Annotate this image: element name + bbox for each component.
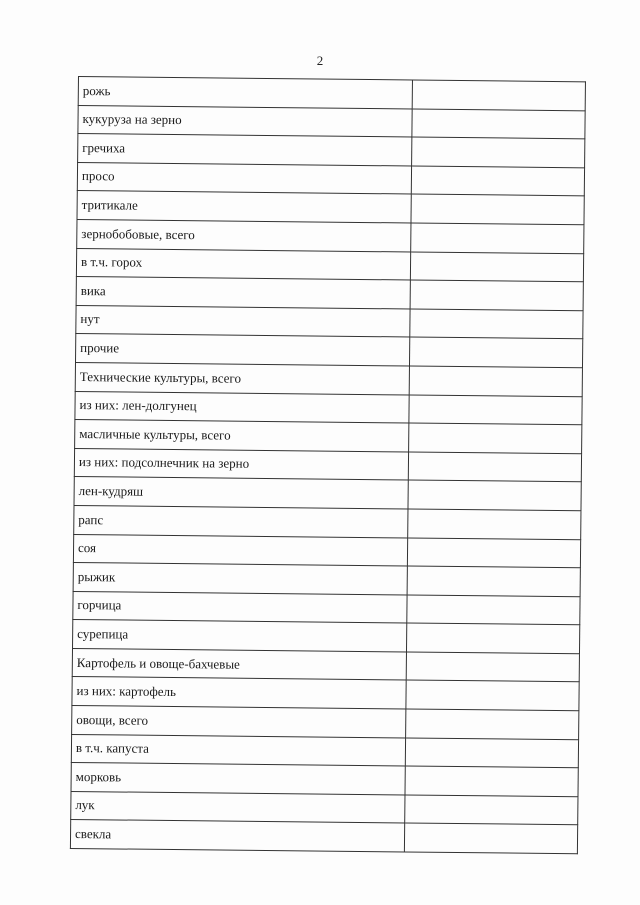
row-label-cell: лен-кудряш bbox=[74, 477, 408, 509]
row-label-cell: рыжик bbox=[73, 563, 407, 595]
row-value-cell bbox=[409, 423, 582, 453]
row-label-cell: гречиха bbox=[78, 134, 412, 166]
table-row bbox=[70, 820, 577, 854]
row-label-cell: рожь bbox=[78, 77, 412, 109]
row-value-cell bbox=[410, 280, 583, 310]
row-value-cell bbox=[411, 223, 584, 253]
row-label-cell: горчица bbox=[73, 591, 407, 623]
page-number: 2 bbox=[316, 53, 324, 68]
row-label-cell: кукуруза на зерно bbox=[78, 105, 412, 137]
row-value-cell bbox=[406, 709, 579, 739]
row-value-cell bbox=[407, 537, 580, 567]
row-label-cell: овощи, всего bbox=[72, 706, 406, 738]
row-label-cell: тритикале bbox=[77, 191, 411, 223]
row-label-cell: сурепица bbox=[73, 620, 407, 652]
row-value-cell bbox=[412, 80, 585, 110]
row-value-cell bbox=[405, 795, 578, 825]
row-label-cell: в т.ч. горох bbox=[76, 248, 410, 280]
row-value-cell bbox=[407, 595, 580, 625]
row-label-cell: из них: лен-долгунец bbox=[75, 391, 409, 423]
row-value-cell bbox=[405, 766, 578, 796]
row-label-cell: прочие bbox=[76, 334, 410, 366]
row-label-cell: соя bbox=[73, 534, 407, 566]
row-value-cell bbox=[408, 509, 581, 539]
row-value-cell bbox=[406, 652, 579, 682]
row-value-cell bbox=[409, 395, 582, 425]
row-value-cell bbox=[407, 566, 580, 596]
row-label-cell: лук bbox=[71, 791, 405, 823]
row-label-cell: зернобобовые, всего bbox=[77, 219, 411, 251]
row-value-cell bbox=[404, 823, 577, 853]
row-value-cell bbox=[408, 480, 581, 510]
row-value-cell bbox=[409, 366, 582, 396]
row-label-cell: Картофель и овоще-бахчевые bbox=[72, 648, 406, 680]
row-label-cell: из них: картофель bbox=[72, 677, 406, 709]
crops-table bbox=[70, 76, 586, 854]
row-value-cell bbox=[406, 680, 579, 710]
row-label-cell: масличные культуры, всего bbox=[75, 420, 409, 452]
row-label-cell: вика bbox=[76, 277, 410, 309]
row-label-cell: рапс bbox=[74, 505, 408, 537]
row-label-cell: нут bbox=[76, 305, 410, 337]
row-label-cell: в т.ч. капуста bbox=[71, 734, 405, 766]
row-value-cell bbox=[405, 738, 578, 768]
row-label-cell: морковь bbox=[71, 763, 405, 795]
row-value-cell bbox=[410, 252, 583, 282]
row-label-cell: свекла bbox=[70, 820, 404, 852]
row-label-cell: просо bbox=[77, 162, 411, 194]
row-value-cell bbox=[410, 309, 583, 339]
row-value-cell bbox=[410, 337, 583, 367]
row-value-cell bbox=[411, 194, 584, 224]
row-label-cell: из них: подсолнечник на зерно bbox=[74, 448, 408, 480]
row-label-cell: Технические культуры, всего bbox=[75, 362, 409, 394]
row-value-cell bbox=[411, 166, 584, 196]
crops-table-body bbox=[70, 77, 585, 854]
row-value-cell bbox=[412, 109, 585, 139]
row-value-cell bbox=[407, 623, 580, 653]
row-value-cell bbox=[408, 452, 581, 482]
row-value-cell bbox=[412, 137, 585, 167]
